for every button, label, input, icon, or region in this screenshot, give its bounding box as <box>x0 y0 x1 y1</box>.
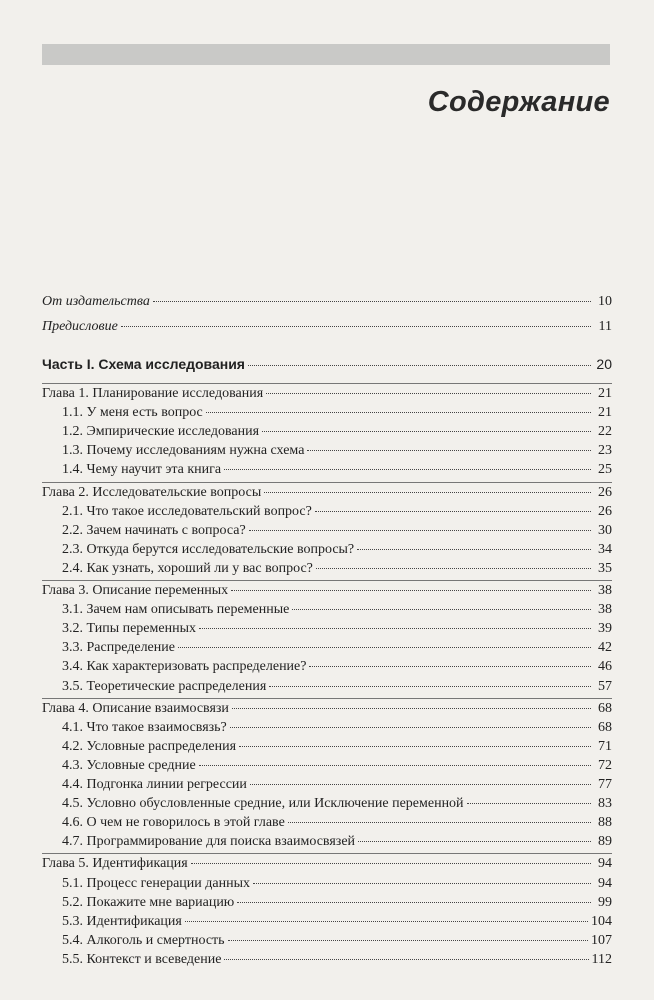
toc-entry-section[interactable] <box>42 542 612 561</box>
toc-entry-page: 10 <box>598 294 612 309</box>
leader-dots <box>231 589 591 591</box>
toc-entry-label: 2.1. Что такое исследовательский вопрос? <box>62 503 312 519</box>
toc-entry-page: 35 <box>598 560 612 576</box>
toc-entry-page: 94 <box>598 875 612 891</box>
toc-entry-section[interactable] <box>42 933 612 952</box>
toc-entry-page: 89 <box>598 834 612 850</box>
toc-entry-page: 38 <box>598 602 612 618</box>
toc-entry-section[interactable] <box>42 758 612 777</box>
toc-entry-page: 46 <box>598 659 612 675</box>
toc-entry-section[interactable] <box>42 523 612 542</box>
toc-entry-section[interactable] <box>42 504 612 523</box>
toc-entry-page: 11 <box>598 319 612 334</box>
leader-dots <box>253 882 591 884</box>
toc-entry-page: 21 <box>598 386 612 401</box>
toc-entry-label: 3.3. Распределение <box>62 640 175 656</box>
toc-entry-section[interactable] <box>42 914 612 933</box>
toc-entry-label: 2.4. Как узнать, хороший ли у вас вопрос? <box>62 560 313 576</box>
toc-entry-page: 68 <box>598 700 612 716</box>
toc-entry-section[interactable] <box>42 720 612 739</box>
leader-dots <box>315 510 591 512</box>
toc-entry-chapter[interactable] <box>42 386 612 405</box>
toc-entry-label: 4.2. Условные распределения <box>62 738 237 754</box>
chapter-divider <box>42 580 612 581</box>
toc-entry-chapter[interactable] <box>42 856 612 875</box>
toc-entry-section[interactable] <box>42 815 612 834</box>
toc-entry-page: 107 <box>591 932 612 948</box>
toc-entry-label: От издательства <box>42 294 150 309</box>
leader-dots <box>264 491 591 493</box>
toc-entry-label: 5.5. Контекст и всеведение <box>62 951 222 967</box>
toc-entry-label: Предисловие <box>42 319 118 334</box>
leader-dots <box>262 430 591 432</box>
toc-entry-page: 38 <box>598 583 612 598</box>
toc-entry-page: 112 <box>591 951 612 967</box>
toc-entry-label: 3.5. Теоретические распределения <box>62 678 267 694</box>
toc-entry-chapter[interactable] <box>42 583 612 602</box>
toc-entry-label: 1.3. Почему исследованиям нужна схема <box>62 443 305 459</box>
toc-entry-section[interactable] <box>42 621 612 640</box>
toc-entry-section[interactable] <box>42 834 612 853</box>
leader-dots <box>178 646 591 648</box>
toc-entry-label: 5.2. Покажите мне вариацию <box>62 894 235 910</box>
leader-dots <box>185 920 588 922</box>
leader-dots <box>237 901 591 903</box>
toc-entry-section[interactable] <box>42 640 612 659</box>
leader-dots <box>358 840 591 842</box>
toc-entry-label: 1.1. У меня есть вопрос <box>62 405 203 421</box>
toc-entry-part[interactable] <box>42 356 612 375</box>
toc-entry-section[interactable] <box>42 796 612 815</box>
toc-entry-chapter[interactable] <box>42 701 612 720</box>
toc-entry-section[interactable] <box>42 659 612 678</box>
toc-entry-section[interactable] <box>42 952 612 971</box>
leader-dots <box>266 392 591 394</box>
toc-entry-section[interactable] <box>42 777 612 796</box>
leader-dots <box>288 821 591 823</box>
toc-entry-page: 25 <box>598 462 612 478</box>
leader-dots <box>307 449 591 451</box>
chapter-divider <box>42 383 612 384</box>
toc-entry-label: Глава 4. Описание взаимосвязи <box>42 700 229 716</box>
toc-entry-section[interactable] <box>42 602 612 621</box>
leader-dots <box>249 529 591 531</box>
header-bar <box>42 44 610 65</box>
toc-entry-page: 20 <box>596 356 612 372</box>
toc-entry-page: 26 <box>598 484 612 500</box>
chapter-divider <box>42 698 612 699</box>
toc-entry-page: 104 <box>591 913 612 929</box>
toc-entry-page: 71 <box>598 738 612 754</box>
toc-entry-label: 1.4. Чему научит эта книга <box>62 462 222 478</box>
leader-dots <box>316 567 591 569</box>
leader-dots <box>191 862 591 864</box>
leader-dots <box>232 707 591 709</box>
page-title: Содержание <box>427 86 610 118</box>
toc-entry-page: 34 <box>598 541 612 557</box>
toc-entry-page: 57 <box>598 678 612 694</box>
toc-entry-page: 99 <box>598 894 612 910</box>
toc-entry-page: 22 <box>598 424 612 440</box>
toc-entry-label: 4.4. Подгонка линии регрессии <box>62 777 247 792</box>
leader-dots <box>199 764 591 766</box>
leader-dots <box>228 939 588 941</box>
toc-entry-section[interactable] <box>42 424 612 443</box>
toc-entry-label: 2.2. Зачем начинать с вопроса? <box>62 522 246 538</box>
chapter-divider <box>42 482 612 483</box>
leader-dots <box>250 783 591 785</box>
toc-entry-section[interactable] <box>42 679 612 698</box>
leader-dots <box>357 548 591 550</box>
toc-entry-section[interactable] <box>42 561 612 580</box>
leader-dots <box>199 627 591 629</box>
toc-entry-page: 72 <box>598 757 612 773</box>
toc-entry-label: 3.1. Зачем нам описывать переменные <box>62 602 290 618</box>
toc-entry-section[interactable] <box>42 876 612 895</box>
toc-entry-section[interactable] <box>42 462 612 481</box>
toc-entry-page: 94 <box>598 856 612 872</box>
leader-dots <box>239 745 591 747</box>
leader-dots <box>467 802 591 804</box>
toc-entry-label: 2.3. Откуда берутся исследовательские вопросы? <box>62 541 355 557</box>
leader-dots <box>153 300 591 302</box>
toc-entry-page: 88 <box>598 815 612 831</box>
toc-entry-page: 30 <box>598 522 612 538</box>
toc-entry-label: 5.4. Алкоголь и смертность <box>62 932 225 948</box>
leader-dots <box>248 364 591 366</box>
leader-dots <box>309 665 591 667</box>
toc-entry-page: 77 <box>598 777 612 792</box>
toc-entry-label: 1.2. Эмпирические исследования <box>62 424 260 440</box>
toc-entry-label: Глава 5. Идентификация <box>42 856 188 872</box>
toc-entry-section[interactable] <box>42 895 612 914</box>
toc-entry-section[interactable] <box>42 405 612 424</box>
chapter-divider <box>42 853 612 854</box>
toc-entry-front-2[interactable] <box>42 319 612 338</box>
leader-dots <box>206 411 591 413</box>
toc-entry-label: Часть I. Схема исследования <box>42 356 245 372</box>
toc-entry-label: 4.3. Условные средние <box>62 757 196 773</box>
toc-entry-label: 4.1. Что такое взаимосвязь? <box>62 719 227 735</box>
toc-entry-label: Глава 2. Исследовательские вопросы <box>42 484 262 500</box>
leader-dots <box>269 685 591 687</box>
toc-entry-page: 26 <box>598 503 612 519</box>
toc-entry-chapter[interactable] <box>42 485 612 504</box>
toc-entry-page: 68 <box>598 719 612 735</box>
toc-entry-label: 3.4. Как характеризовать распределение? <box>62 659 307 675</box>
leader-dots <box>121 325 591 327</box>
leader-dots <box>224 958 588 960</box>
toc-entry-label: 4.7. Программирование для поиска взаимосвязей <box>62 834 356 850</box>
toc-entry-label: 5.3. Идентификация <box>62 913 182 929</box>
toc-entry-label: Глава 3. Описание переменных <box>42 583 229 598</box>
toc-entry-section[interactable] <box>42 739 612 758</box>
leader-dots <box>224 468 591 470</box>
toc-entry-section[interactable] <box>42 443 612 462</box>
toc-entry-label: Глава 1. Планирование исследования <box>42 386 264 401</box>
toc-entry-page: 42 <box>598 640 612 656</box>
toc-entry-label: 3.2. Типы переменных <box>62 621 196 637</box>
toc-entry-page: 39 <box>598 621 612 637</box>
toc-entry-page: 23 <box>598 443 612 459</box>
toc-entry-label: 4.5. Условно обусловленные средние, или Исключение переменной <box>62 796 464 812</box>
leader-dots <box>230 726 591 728</box>
toc-entry-front-1[interactable] <box>42 294 612 313</box>
toc-entry-page: 83 <box>598 796 612 812</box>
toc-entry-page: 21 <box>598 405 612 421</box>
toc-entry-label: 5.1. Процесс генерации данных <box>62 875 250 891</box>
leader-dots <box>292 608 591 610</box>
toc-entry-label: 4.6. О чем не говорилось в этой главе <box>62 815 285 831</box>
